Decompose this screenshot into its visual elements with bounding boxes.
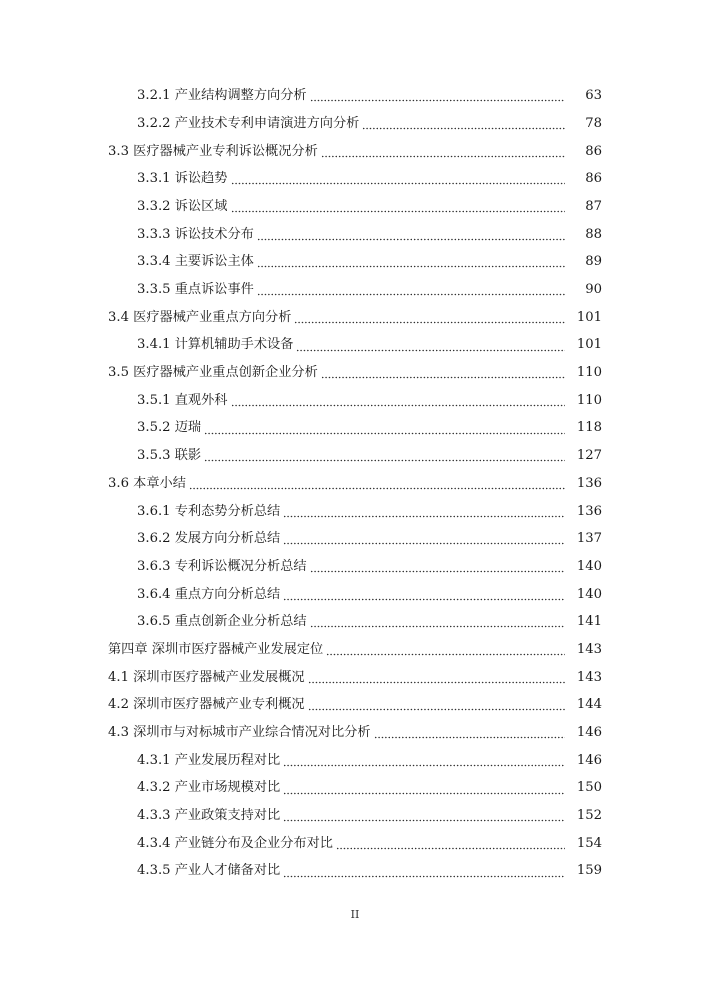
toc-entry-page-number: 146 [576, 752, 602, 768]
toc-entry-page-number: 88 [585, 226, 602, 242]
toc-entry-page-number: 118 [576, 420, 602, 436]
toc-entry-title: 3.6.3 专利诉讼概况分析总结 [137, 558, 307, 574]
toc-entry-page-number: 140 [576, 558, 602, 574]
toc-entry-title: 3.3.2 诉讼区域 [137, 198, 228, 214]
toc-entry[interactable] [0, 747, 710, 775]
dot-leader [326, 653, 565, 656]
toc-entry[interactable] [0, 802, 710, 830]
toc-entry-page-number: 101 [576, 337, 602, 353]
dot-leader [283, 792, 565, 795]
toc-entry-page-number: 143 [576, 669, 602, 685]
page-number-footer: II [350, 908, 360, 921]
toc-entry[interactable] [0, 304, 710, 332]
toc-entry-title: 4.2 深圳市医疗器械产业专利概况 [108, 697, 305, 713]
toc-entry-title: 4.3.4 产业链分布及企业分布对比 [137, 835, 333, 851]
dot-leader [204, 459, 565, 462]
dot-leader [283, 819, 565, 822]
dot-leader [257, 238, 565, 241]
toc-entry-title: 4.3.5 产业人才储备对比 [137, 863, 281, 879]
toc-entry-page-number: 146 [576, 725, 602, 741]
toc-entry[interactable] [0, 359, 710, 387]
toc-entry-page-number: 150 [576, 780, 602, 796]
toc-entry[interactable] [0, 608, 710, 636]
toc-entry[interactable] [0, 857, 710, 885]
toc-entry-page-number: 136 [576, 503, 602, 519]
toc-entry[interactable] [0, 830, 710, 858]
dot-leader [321, 376, 565, 379]
toc-entry[interactable] [0, 470, 710, 498]
toc-entry-page-number: 101 [576, 309, 602, 325]
dot-leader [283, 598, 565, 601]
toc-entry[interactable] [0, 165, 710, 193]
toc-entry-title: 3.3.5 重点诉讼事件 [137, 282, 254, 298]
toc-entry-title: 第四章 深圳市医疗器械产业发展定位 [108, 641, 324, 657]
toc-entry-title: 3.4.1 计算机辅助手术设备 [137, 337, 294, 353]
toc-entry-page-number: 78 [585, 115, 602, 131]
toc-entry-title: 3.3.1 诉讼趋势 [137, 171, 228, 187]
dot-leader [283, 515, 565, 518]
dot-leader [310, 99, 565, 102]
toc-entry[interactable] [0, 580, 710, 608]
dot-leader [310, 570, 565, 573]
toc-entry-title: 3.5.2 迈瑞 [137, 420, 202, 436]
dot-leader [257, 265, 565, 268]
toc-entry-page-number: 141 [576, 614, 602, 630]
toc-entry[interactable] [0, 719, 710, 747]
toc-entry-page-number: 86 [585, 143, 602, 159]
toc-entry-page-number: 63 [585, 88, 602, 104]
toc-entry-title: 3.6.4 重点方向分析总结 [137, 586, 281, 602]
toc-entry[interactable] [0, 553, 710, 581]
toc-entry-page-number: 90 [585, 282, 602, 298]
dot-leader [362, 127, 565, 130]
toc-entry[interactable] [0, 110, 710, 138]
toc-entry-title: 3.3 医疗器械产业专利诉讼概况分析 [108, 143, 318, 159]
toc-entry-page-number: 110 [576, 365, 602, 381]
toc-entry-page-number: 136 [576, 475, 602, 491]
dot-leader [283, 875, 565, 878]
toc-entry[interactable] [0, 137, 710, 165]
toc-entry[interactable] [0, 497, 710, 525]
toc-entry-title: 4.3.1 产业发展历程对比 [137, 752, 281, 768]
toc-entry[interactable] [0, 774, 710, 802]
dot-leader [321, 155, 565, 158]
toc-entry[interactable] [0, 414, 710, 442]
dot-leader [310, 625, 565, 628]
dot-leader [374, 736, 565, 739]
toc-entry[interactable] [0, 220, 710, 248]
toc-entry[interactable] [0, 387, 710, 415]
toc-entry-page-number: 152 [576, 808, 602, 824]
dot-leader [231, 404, 566, 407]
toc-entry-title: 3.5.3 联影 [137, 448, 202, 464]
toc-entry[interactable] [0, 663, 710, 691]
toc-entry-title: 3.6 本章小结 [108, 475, 186, 491]
toc-entry-title: 3.2.1 产业结构调整方向分析 [137, 88, 307, 104]
toc-entry[interactable] [0, 691, 710, 719]
toc-entry-page-number: 137 [576, 531, 602, 547]
toc-entry[interactable] [0, 636, 710, 664]
toc-entry[interactable] [0, 193, 710, 221]
dot-leader [231, 182, 566, 185]
toc-entry[interactable] [0, 82, 710, 110]
toc-entry[interactable] [0, 442, 710, 470]
table-of-contents [0, 82, 710, 885]
dot-leader [283, 542, 565, 545]
toc-entry[interactable] [0, 248, 710, 276]
toc-entry-title: 3.3.3 诉讼技术分布 [137, 226, 254, 242]
dot-leader [204, 432, 565, 435]
dot-leader [231, 210, 566, 213]
toc-entry[interactable] [0, 331, 710, 359]
toc-entry-page-number: 159 [576, 863, 602, 879]
toc-entry-page-number: 89 [585, 254, 602, 270]
toc-entry[interactable] [0, 276, 710, 304]
toc-entry-title: 3.4 医疗器械产业重点方向分析 [108, 309, 292, 325]
dot-leader [257, 293, 565, 296]
toc-entry-page-number: 86 [585, 171, 602, 187]
toc-entry-title: 3.6.2 发展方向分析总结 [137, 531, 281, 547]
toc-entry-title: 3.5 医疗器械产业重点创新企业分析 [108, 365, 318, 381]
toc-entry[interactable] [0, 525, 710, 553]
dot-leader [296, 349, 565, 352]
toc-entry-title: 3.5.1 直观外科 [137, 392, 228, 408]
toc-entry-page-number: 144 [576, 697, 602, 713]
toc-entry-page-number: 143 [576, 641, 602, 657]
toc-entry-title: 4.3.2 产业市场规模对比 [137, 780, 281, 796]
toc-entry-title: 3.6.5 重点创新企业分析总结 [137, 614, 307, 630]
dot-leader [308, 708, 565, 711]
toc-entry-title: 4.3 深圳市与对标城市产业综合情况对比分析 [108, 725, 371, 741]
toc-entry-page-number: 87 [585, 198, 602, 214]
toc-entry-title: 3.2.2 产业技术专利申请演进方向分析 [137, 115, 360, 131]
dot-leader [189, 487, 565, 490]
dot-leader [294, 321, 565, 324]
toc-entry-page-number: 154 [576, 835, 602, 851]
toc-entry-title: 4.3.3 产业政策支持对比 [137, 808, 281, 824]
toc-entry-page-number: 127 [576, 448, 602, 464]
dot-leader [336, 847, 565, 850]
toc-entry-page-number: 140 [576, 586, 602, 602]
toc-entry-title: 3.6.1 专利态势分析总结 [137, 503, 281, 519]
dot-leader [308, 681, 565, 684]
dot-leader [283, 764, 565, 767]
toc-entry-page-number: 110 [576, 392, 602, 408]
toc-entry-title: 3.3.4 主要诉讼主体 [137, 254, 254, 270]
toc-entry-title: 4.1 深圳市医疗器械产业发展概况 [108, 669, 305, 685]
